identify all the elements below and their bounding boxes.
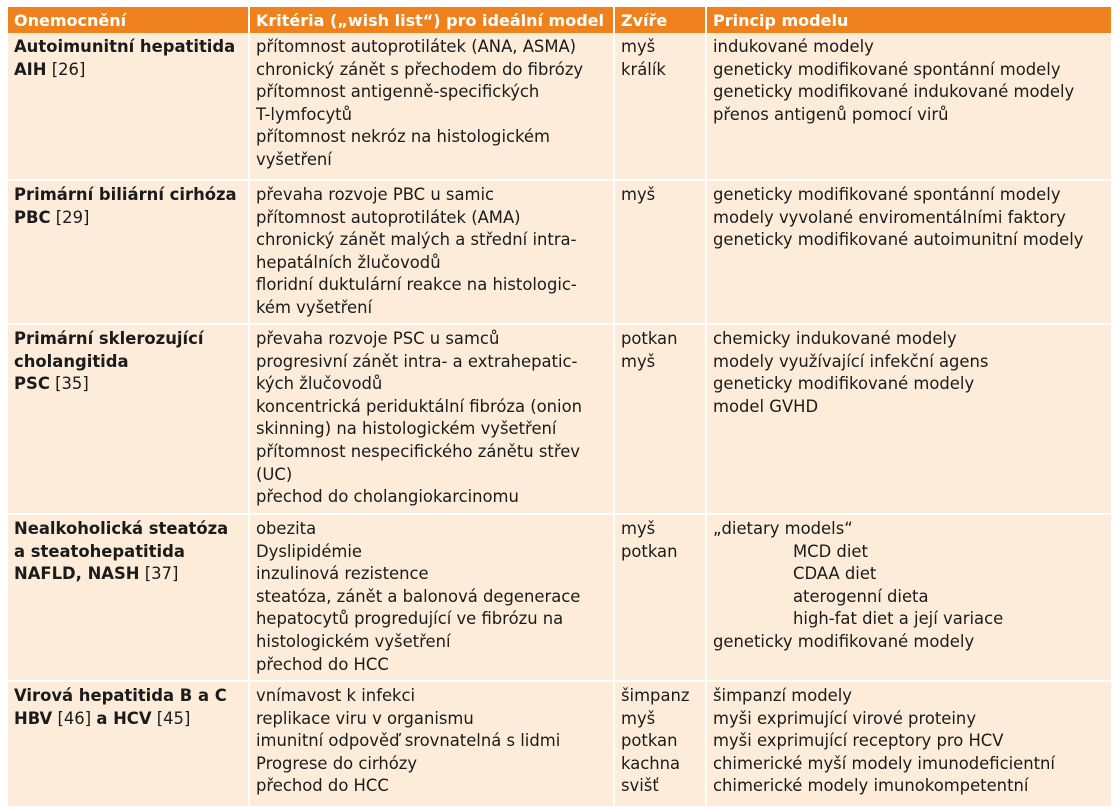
disease-text: Autoimunitní hepatitida	[14, 37, 236, 56]
criteria-line: chronický zánět s přechodem do fibrózy	[256, 59, 584, 79]
principle-item: geneticky modifikované modely	[713, 631, 975, 651]
reference: [45]	[151, 708, 191, 728]
criteria-line: Progrese do cirhózy	[256, 753, 418, 773]
disease-cell	[8, 514, 249, 681]
criteria-line: vyšetření	[256, 149, 332, 169]
disease-text: Primární biliární cirhóza	[14, 185, 237, 204]
criteria-line: hepatálních žlučovodů	[256, 252, 441, 272]
disease-text: PBC	[14, 207, 51, 227]
reference: [46]	[52, 708, 97, 728]
criteria-line: přítomnost autoprotilátek (ANA, ASMA)	[256, 37, 577, 56]
models-table	[8, 7, 1111, 808]
criteria-line: přítomnost nekróz na histologickém	[256, 127, 550, 147]
principle-cell	[706, 681, 1111, 807]
criteria-cell	[249, 180, 614, 324]
criteria-cell	[249, 514, 614, 681]
animal-item: myš	[621, 37, 656, 56]
principle-item: geneticky modifikované autoimunitní modely	[713, 230, 1084, 250]
reference: [35]	[49, 374, 89, 394]
animal-cell	[614, 514, 706, 681]
disease-name-line	[14, 708, 242, 731]
principle-item: high-fat diet a její variace	[793, 609, 1004, 629]
disease-name-line	[14, 328, 242, 351]
principle-item: geneticky modifikované spontánní modely	[713, 185, 1061, 204]
header-row	[8, 7, 1111, 33]
disease-text: PSC	[14, 374, 50, 394]
criteria-line: přechod do HCC	[256, 776, 389, 796]
animal-item: potkan	[621, 329, 678, 348]
criteria-line: kých žlučovodů	[256, 374, 383, 394]
table-row	[8, 681, 1111, 807]
criteria-cell	[249, 681, 614, 807]
principle-item: geneticky modifikované modely	[713, 374, 975, 394]
criteria-line: vnímavost k infekci	[256, 686, 416, 705]
criteria-line: floridní duktulární reakce na histologic-	[256, 275, 577, 295]
disease-name-line	[14, 184, 242, 207]
criteria-line: přítomnost autoprotilátek (AMA)	[256, 207, 521, 227]
table-row	[8, 324, 1111, 514]
principle-item: model GVHD	[713, 396, 819, 416]
criteria-line: přítomnost nespecifického zánětu střev	[256, 441, 581, 461]
criteria-line: (UC)	[256, 464, 293, 484]
table-row	[8, 33, 1111, 180]
principle-item: chimerické myší modely imunodeficientní	[713, 753, 1055, 773]
criteria-line: přechod do HCC	[256, 654, 389, 674]
animal-cell	[614, 33, 706, 180]
disease-name-line	[14, 541, 242, 564]
criteria-line: přechod do cholangiokarcinomu	[256, 487, 519, 507]
criteria-line: kém vyšetření	[256, 297, 373, 317]
criteria-line: replikace viru v organismu	[256, 708, 474, 728]
disease-text: AIH	[14, 59, 47, 79]
criteria-line: T-lymfocytů	[256, 104, 352, 124]
principle-item: myši exprimující receptory pro HCV	[713, 731, 1004, 751]
principle-item: geneticky modifikované indukované modely	[713, 82, 1075, 102]
reference: [37]	[139, 564, 179, 584]
disease-name-line	[14, 36, 242, 59]
principle-item: CDAA diet	[793, 564, 877, 584]
principle-cell	[706, 180, 1111, 324]
principle-item: aterogenní dieta	[793, 586, 929, 606]
principle-item: geneticky modifikované spontánní modely	[713, 59, 1061, 79]
disease-name-line	[14, 373, 242, 396]
table-row	[8, 514, 1111, 681]
criteria-line: imunitní odpověď srovnatelná s lidmi	[256, 731, 561, 751]
animal-item: myš	[621, 185, 656, 204]
principle-item: MCD diet	[793, 541, 868, 561]
criteria-line: koncentrická periduktální fibróza (onion	[256, 396, 583, 416]
principle-cell	[706, 324, 1111, 514]
header-animal: Zvíře	[614, 7, 706, 33]
criteria-line: převaha rozvoje PSC u samců	[256, 329, 500, 348]
principle-item: chimerické modely imunokompetentní	[713, 776, 1029, 796]
principle-item: chemicky indukované modely	[713, 329, 957, 348]
criteria-line: progresivní zánět intra- a extrahepatic-	[256, 351, 578, 371]
disease-text: HBV	[14, 708, 53, 728]
principle-item: šimpanzí modely	[713, 686, 853, 705]
disease-text: a steatohepatitida	[14, 541, 185, 561]
criteria-line: skinning) na histologickém vyšetření	[256, 419, 557, 439]
criteria-line: steatóza, zánět a balonová degenerace	[256, 586, 581, 606]
criteria-line: převaha rozvoje PBC u samic	[256, 185, 495, 204]
disease-name-line	[14, 207, 242, 230]
criteria-line: Dyslipidémie	[256, 541, 363, 561]
animal-item: svišť	[621, 776, 659, 796]
animal-item: králík	[621, 59, 666, 79]
disease-cell	[8, 681, 249, 807]
animal-cell	[614, 324, 706, 514]
table-body	[8, 33, 1111, 807]
criteria-line: inzulinová rezistence	[256, 564, 429, 584]
criteria-cell	[249, 324, 614, 514]
principle-cell	[706, 33, 1111, 180]
header-principle: Princip modelu	[706, 7, 1111, 33]
disease-name-line	[14, 351, 242, 374]
reference: [26]	[46, 59, 86, 79]
disease-text: Nealkoholická steatóza	[14, 519, 229, 538]
disease-name-line	[14, 685, 242, 708]
disease-cell	[8, 324, 249, 514]
disease-text: Virová hepatitida B a C	[14, 686, 227, 705]
principle-item: přenos antigenů pomocí virů	[713, 104, 949, 124]
principle-item: myši exprimující virové proteiny	[713, 708, 977, 728]
disease-cell	[8, 180, 249, 324]
criteria-cell	[249, 33, 614, 180]
disease-text: a HCV	[96, 708, 152, 728]
criteria-line: chronický zánět malých a střední intra-	[256, 230, 577, 250]
animal-item: myš	[621, 708, 656, 728]
animal-item: potkan	[621, 731, 678, 751]
disease-text: NAFLD, NASH	[14, 564, 140, 584]
criteria-line: histologickém vyšetření	[256, 631, 451, 651]
reference: [29]	[50, 207, 90, 227]
table-row	[8, 180, 1111, 324]
animal-cell	[614, 180, 706, 324]
disease-text: cholangitida	[14, 351, 129, 371]
animal-item: kachna	[621, 753, 681, 773]
principle-item: modely vyvolané enviromentálními faktory	[713, 207, 1066, 227]
animal-item: šimpanz	[621, 686, 690, 705]
criteria-line: obezita	[256, 519, 317, 538]
header-criteria: Kritéria („wish list“) pro ideální model	[249, 7, 614, 33]
disease-name-line	[14, 59, 242, 82]
principle-cell	[706, 514, 1111, 681]
disease-cell	[8, 33, 249, 180]
header-disease: Onemocnění	[8, 7, 249, 33]
criteria-line: přítomnost antigenně-specifických	[256, 82, 540, 102]
animal-cell	[614, 681, 706, 807]
animal-item: myš	[621, 519, 656, 538]
principle-item: „dietary models“	[713, 519, 853, 538]
animal-item: myš	[621, 351, 656, 371]
principle-item: modely využívající infekční agens	[713, 351, 989, 371]
disease-name-line	[14, 563, 242, 586]
disease-text: Primární sklerozující	[14, 329, 204, 348]
principle-item: indukované modely	[713, 37, 874, 56]
disease-name-line	[14, 518, 242, 541]
animal-item: potkan	[621, 541, 678, 561]
criteria-line: hepatocytů progredující ve fibrózu na	[256, 609, 564, 629]
